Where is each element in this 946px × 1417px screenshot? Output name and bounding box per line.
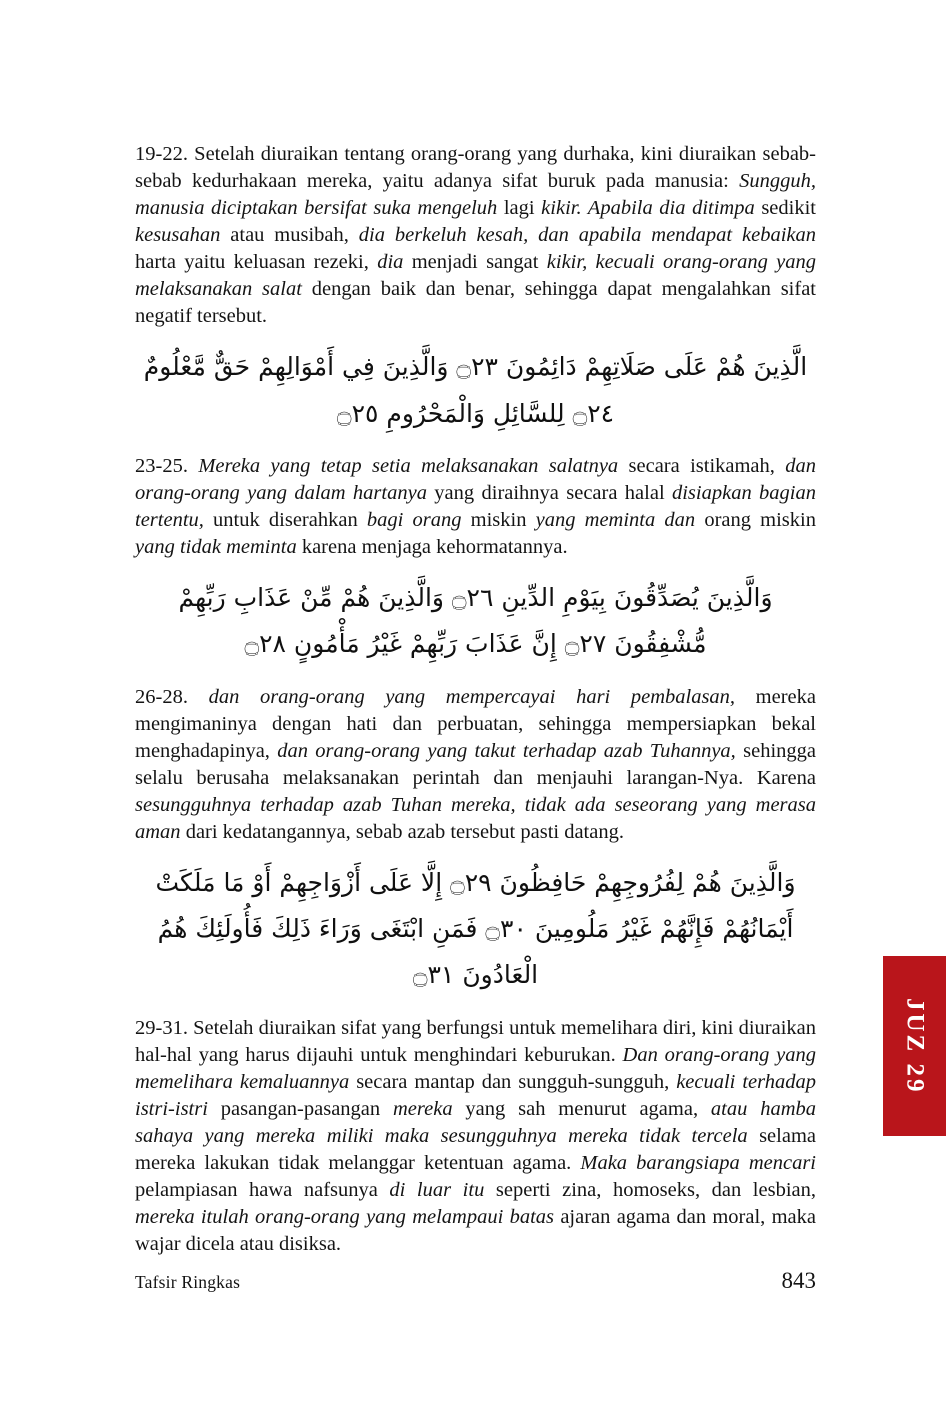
commentary-text: karena menjaga kehormatannya. bbox=[296, 535, 568, 558]
commentary-text: pelampiasan hawa nafsunya bbox=[135, 1178, 390, 1201]
tafsir-paragraph bbox=[135, 141, 816, 330]
quran-translation-text: atau hamba sahaya yang mereka miliki maka sesungguhnya mereka tidak tercela bbox=[135, 1097, 816, 1147]
page-footer bbox=[135, 1268, 816, 1294]
commentary-text: yang sah menurut agama, bbox=[452, 1097, 711, 1120]
commentary-text: secara istikamah, bbox=[618, 454, 786, 477]
juz-tab bbox=[883, 956, 946, 1136]
quran-arabic-verse: الَّذِينَ هُمْ عَلَى صَلَاتِهِمْ دَائِمُونَ ۝٢٣ وَالَّذِينَ فِي أَمْوَالِهِمْ حَقٌّ مَّعْلُومٌ ۝٢٤ لِلسَّائِلِ وَالْمَحْرُومِ ۝٢٥ bbox=[143, 352, 808, 428]
commentary-text: 19-22. Setelah diuraikan tentang orang-orang yang durhaka, kini diuraikan sebab-sebab kedurhakaan mereka, yaitu adanya sifat buruk pada manusia: bbox=[135, 143, 816, 193]
commentary-text: lagi bbox=[497, 197, 542, 220]
quran-translation-text: mereka bbox=[393, 1097, 453, 1120]
quran-translation-text: kesusahan bbox=[135, 224, 221, 247]
quran-translation-text: kikir. Apabila dia ditimpa bbox=[541, 197, 755, 220]
tafsir-paragraph bbox=[135, 1015, 816, 1258]
commentary-text: untuk diserahkan bbox=[203, 508, 367, 531]
tafsir-paragraph bbox=[135, 453, 816, 561]
quran-arabic-verse: وَالَّذِينَ يُصَدِّقُونَ بِيَوْمِ الدِّينِ ۝٢٦ وَالَّذِينَ هُمْ مِّنْ عَذَابِ رَبِّهِمْ مُّشْفِقُونَ ۝٢٧ إِنَّ عَذَابَ رَبِّهِمْ غَيْرُ مَأْمُونٍ ۝٢٨ bbox=[178, 583, 773, 659]
quran-translation-text: Maka barangsiapa mencari bbox=[580, 1151, 816, 1174]
commentary-text: secara mantap dan sungguh-sungguh, bbox=[349, 1070, 677, 1093]
quran-translation-text: sesungguhnya terhadap azab Tuhan mereka, tidak ada seseorang yang merasa aman bbox=[135, 793, 816, 843]
quran-translation-text: dia berkeluh kesah, dan apabila mendapat kebaikan bbox=[358, 224, 816, 247]
quran-translation-text: kecuali terhadap istri-istri bbox=[135, 1070, 817, 1120]
commentary-text: dari kedatangannya, sebab azab tersebut pasti datang. bbox=[180, 820, 624, 843]
quran-translation-text: kikir, kecuali orang-orang yang melaksanakan salat bbox=[135, 251, 816, 301]
quran-translation-text: mereka itulah orang-orang yang melampaui batas bbox=[135, 1205, 555, 1228]
quran-translation-text: yang meminta dan bbox=[535, 508, 696, 531]
page-content bbox=[135, 141, 816, 1272]
commentary-text: miskin bbox=[461, 508, 536, 531]
commentary-text: pasangan-pasangan bbox=[207, 1097, 393, 1120]
commentary-text: 26-28. bbox=[135, 685, 209, 708]
quran-translation-text: disiapkan bagian tertentu, bbox=[135, 481, 816, 531]
commentary-text: yang diraihnya secara halal bbox=[426, 481, 672, 504]
commentary-text: harta yaitu keluasan rezeki, bbox=[135, 251, 378, 274]
quran-translation-text: bagi orang bbox=[366, 508, 462, 531]
commentary-text: 23-25. bbox=[135, 454, 199, 477]
juz-tab-label: JUZ 29 bbox=[901, 997, 929, 1095]
commentary-text: sehingga selalu berusaha melaksanakan perintah dan menjauhi larangan-Nya. Karena bbox=[135, 739, 816, 789]
commentary-text: dengan baik dan benar, sehingga dapat mengalahkan sifat negatif tersebut. bbox=[135, 278, 816, 328]
commentary-text: mereka mengimaninya dengan hati dan perbuatan, sehingga mempersiapkan bekal menghadapinya, bbox=[135, 685, 816, 762]
commentary-text: ajaran agama dan moral, maka wajar dicela atau disiksa. bbox=[135, 1205, 816, 1255]
commentary-text: menjadi sangat bbox=[403, 251, 547, 274]
quran-arabic-verse: وَالَّذِينَ هُمْ لِفُرُوجِهِمْ حَافِظُونَ ۝٢٩ إِلَّا عَلَى أَزْوَاجِهِمْ أَوْ مَا مَلَكَتْ أَيْمَانُهُمْ فَإِنَّهُمْ غَيْرُ مَلُومِينَ ۝٣٠ فَمَنِ ابْتَغَى وَرَاءَ ذَلِكَ فَأُولَئِكَ هُمُ الْعَادُونَ ۝٣١ bbox=[155, 867, 796, 990]
quran-translation-text: dia bbox=[377, 251, 404, 274]
page-number: 843 bbox=[781, 1268, 816, 1293]
commentary-text: atau musibah, bbox=[220, 224, 359, 247]
commentary-text: selama mereka lakukan tidak melanggar ketentuan agama. bbox=[135, 1124, 816, 1174]
quran-translation-text: Mereka yang tetap setia melaksanakan salatnya bbox=[198, 454, 619, 477]
footer-book-title: Tafsir Ringkas bbox=[135, 1272, 241, 1292]
quran-translation-text: Dan orang-orang yang memelihara kemaluannya bbox=[135, 1043, 817, 1093]
tafsir-paragraph bbox=[135, 684, 816, 846]
quran-translation-text: dan orang-orang yang takut terhadap azab Tuhannya, bbox=[277, 739, 736, 762]
commentary-text: seperti zina, homoseks, dan lesbian, bbox=[484, 1178, 816, 1201]
commentary-text: sedikit bbox=[754, 197, 816, 220]
commentary-text: orang miskin bbox=[695, 508, 816, 531]
quran-translation-text: yang tidak meminta bbox=[135, 535, 297, 558]
quran-translation-text: Sungguh, manusia diciptakan bersifat suka mengeluh bbox=[135, 170, 816, 220]
commentary-text: 29-31. Setelah diuraikan sifat yang berfungsi untuk memelihara diri, kini diuraikan hal-hal yang harus dijauhi untuk menghindari keburukan. bbox=[135, 1016, 816, 1066]
quran-translation-text: di luar itu bbox=[389, 1178, 485, 1201]
quran-translation-text: dan orang-orang yang mempercayai hari pembalasan, bbox=[208, 685, 736, 708]
quran-translation-text: dan orang-orang yang dalam hartanya bbox=[135, 454, 817, 504]
